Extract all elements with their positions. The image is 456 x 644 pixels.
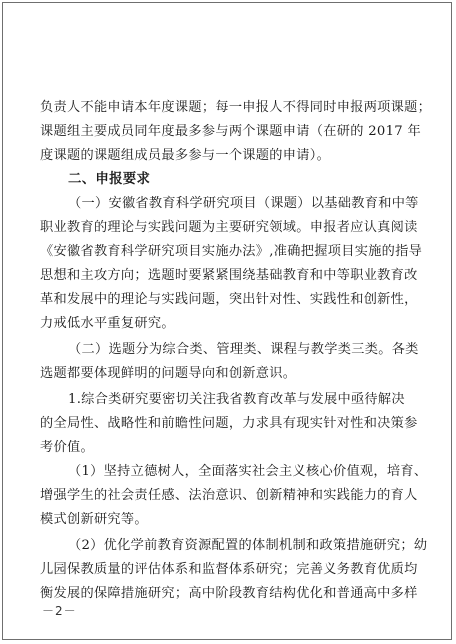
- body-line-16: （1）坚持立德树人，全面落实社会主义核心价值观，培育、: [68, 464, 428, 479]
- body-line-17: 增强学生的社会责任感、法治意识、创新精神和实践能力的育人: [40, 488, 418, 503]
- body-line-14: 的全局性、战略性和前瞻性问题，力求具有现实针对性和决策参: [40, 416, 418, 431]
- body-line-8: 思想和主攻方向；选题时要紧紧围绕基础教育和中等职业教育改: [40, 268, 418, 283]
- body-line-7: 《安徽省教育科学研究项目实施办法》,准确把握项目实施的指导: [40, 244, 423, 259]
- page-number: －2－: [42, 604, 77, 618]
- body-line-10: 力戒低水平重复研究。: [40, 316, 175, 331]
- body-line-13: 1.综合类研究要密切关注我省教育改革与发展中亟待解决: [68, 392, 405, 407]
- body-line-12: 选题都要体现鲜明的问题导向和创新意识。: [40, 366, 297, 381]
- body-line-18: 模式创新研究等。: [40, 512, 148, 527]
- body-line-9: 革和发展中的理论与实践问题，突出针对性、实践性和创新性，: [40, 292, 418, 307]
- body-line-2: 课题组主要成员同年度最多参与两个课题申请（在研的 2017 年: [40, 124, 421, 139]
- body-line-21: 衡发展的保障措施研究；高中阶段教育结构优化和普通高中多样: [40, 586, 418, 601]
- body-line-6: 职业教育的理论与实践问题为主要研究领域。申报者应认真阅读: [40, 220, 418, 235]
- body-line-20: 儿园保教质量的评估体系和监督体系研究；完善义务教育优质均: [40, 562, 418, 577]
- section-heading: 二、申报要求: [68, 172, 151, 187]
- body-line-11: （二）选题分为综合类、管理类、课程与教学类三类。各类: [68, 342, 419, 357]
- body-line-3: 度课题的课题组成员最多参与一个课题的申请）。: [40, 148, 331, 163]
- body-line-5: （一）安徽省教育科学研究项目（课题）以基础教育和中等: [68, 196, 419, 211]
- body-line-19: （2）优化学前教育资源配置的体制机制和政策措施研究；幼: [68, 538, 428, 553]
- body-line-15: 考价值。: [40, 440, 94, 455]
- body-line-1: 负责人不能申请本年度课题；每一申报人不得同时申报两项课题；: [40, 100, 432, 115]
